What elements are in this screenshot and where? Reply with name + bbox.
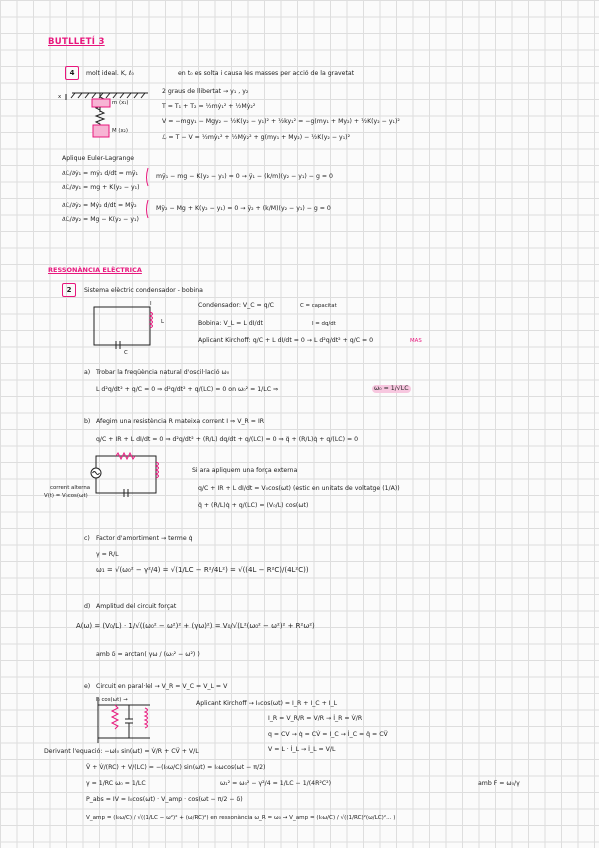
part-a-label: a): [84, 369, 91, 376]
natural-frequency-result: ω₀ = 1/√LC: [374, 385, 409, 392]
eom-1: mÿ₁ − mg − K(y₂ − y₁) = 0 → ÿ₁ − (k/m)(y₂ − y₁) − g = 0: [156, 173, 333, 180]
problem-number-2: 2: [62, 283, 76, 297]
quality-factor: amb F = ω₀/γ: [478, 780, 520, 787]
inductor-current: V = L · İ_L → İ_L = V/L: [268, 746, 336, 753]
lc-circuit: [94, 307, 153, 349]
coil-note: I = dq/dt: [312, 321, 336, 327]
page-title: BUTLLETÍ 3: [48, 37, 105, 47]
mas-label: MAS: [410, 338, 422, 344]
brace-marks: [147, 168, 149, 218]
euler-lagrange-label: Aplique Euler-Lagrange: [62, 155, 135, 162]
damped-frequency: ω₁ = √(ω₀² − γ²/4) = √(1/LC − R²/4L²) = √((4L − R²C)/(4L²C)): [96, 566, 309, 574]
amplitude-eq: A(ω) = (V₀/L) · 1/√((ω₀² − ω²)² + (γω)²) = V₀/√(L²(ω₀² − ω²)² + R²ω²): [76, 622, 315, 630]
capacitor-current: q = CV → q̇ = CV̇ = I_C → İ_C = q̈ = CV̈: [268, 731, 388, 738]
degrees-of-freedom: 2 graus de llibertat → y₁ , y₂: [162, 88, 249, 95]
parallel-current-label: I₀ cos(ωt) →: [96, 697, 128, 703]
capacitor-note: C = capacitat: [300, 303, 337, 309]
absorbed-power: P_abs = IV = I₀cos(ωt) · V_amp · cos(ωt − π/2 − δ): [86, 796, 243, 803]
resistor-current: I_R = V_R/R = V/R → İ_R = V̇/R: [268, 715, 363, 722]
source-label: corrent alterna: [50, 485, 91, 491]
kinetic-energy: T = T₁ + T₂ = ½mẏ₁² + ½Mẏ₂²: [162, 103, 256, 110]
axis-label: x: [58, 94, 62, 100]
capacitor-eq: Condensador: V_C = q/C: [198, 302, 274, 309]
eom-2: Mÿ₂ − Mg + K(y₂ − y₁) = 0 → ÿ₂ + (k/M)(y₂ − y₁) − g = 0: [156, 205, 331, 212]
voltage-amplitude: V_amp = (I₀ω/C) / √((1/LC − ω²)² + (ω/RC)²) en ressonància ω_R = ω₀ → V_amp = (I₀ω/C) / √((1/RC)²(ω/LC)²... ): [86, 815, 396, 821]
el-eq-2: ∂ℒ/∂y₁ = mg + K(y₂ − y₁): [62, 184, 140, 191]
circuit-C-label: C: [124, 350, 128, 356]
parallel-ode: V̈ + V̇/(RC) + V/(LC) = −(I₀ω/C) sin(ωt) = I₀ωcos(ωt − π/2): [86, 764, 266, 771]
mass-M-label: M (x₂): [112, 128, 128, 134]
part-c-label: c): [84, 535, 90, 542]
circuit-I-label: I: [150, 301, 152, 307]
problem-number-4: 4: [65, 66, 79, 80]
section-title: RESSONÀNCIA ELÈCTRICA: [48, 266, 142, 274]
part-b-eq: q/C + IR + L dI/dt = 0 ⇒ d²q/dt² + (R/L) dq/dt + q/(LC) = 0 ⇒ q̈ + (R/L)q̇ + q/(LC) = 0: [96, 436, 359, 443]
part-b-label: b): [84, 418, 91, 425]
mass-spring-diagram: [66, 93, 148, 137]
el-eq-4: ∂ℒ/∂y₂ = Mg − K(y₂ − y₁): [62, 216, 139, 223]
circuit-L-label: L: [161, 319, 165, 325]
part-e-label: e): [84, 683, 91, 690]
problem4-intro-right: en t₀ es solta i causa les masses per acció de la gravetat: [178, 70, 355, 77]
part-d-text: Amplitud del circuit forçat: [96, 603, 177, 610]
lagrangian: ℒ = T − V = ½mẏ₁² + ½Mẏ₂² + g(my₁ + My₂) − ½K(y₂ − y₁)²: [162, 134, 351, 141]
potential-energy: V = −mgy₁ − Mgy₂ − ½K(y₂ − y₁)² + ½ky₁² = −g(my₁ + My₂) + ½K(y₂ − y₁)²: [162, 118, 400, 125]
derivative-eq: Derivant l'equació: −ωI₀ sin(ωt) = V̇/R + CV̈ + V/L: [44, 748, 199, 755]
parallel-omega1: ω₁² = ω₀² − γ²/4 = 1/LC − 1/(4R²C²): [220, 780, 332, 787]
parallel-kirchoff: Aplicant Kirchoff → I₀cos(ωt) = I_R + I_C + I_L: [196, 700, 338, 707]
external-force-text: Si ara apliquem una força externa: [192, 467, 298, 474]
parallel-params: γ = 1/RC ω₀ = 1/LC: [86, 780, 146, 787]
mass-m-label: m (x₁): [112, 100, 129, 106]
el-eq-3: ∂ℒ/∂ẏ₂ = Mẏ₂ d/dt = Mÿ₂: [62, 202, 137, 209]
source-voltage: V(t) = V₀cos(ωt): [44, 493, 88, 499]
part-a-eq: L d²q/dt² + q/C = 0 ⇒ d²q/dt² + q/(LC) = 0 on ω₀² = 1/LC ⇒: [96, 386, 279, 393]
problem4-intro: molt ideal. K, ℓ₀: [86, 70, 134, 77]
rlc-circuit: [91, 453, 159, 497]
el-eq-1: ∂ℒ/∂ẏ₁ = mẏ₁ d/dt = mÿ₁: [62, 170, 138, 177]
part-e-text: Circuit en paral·lel → V_R = V_C = V_L = V: [96, 683, 228, 690]
part-b-text: Afegim una resistència R mateixa corrent I ⇒ V_R = IR: [96, 418, 265, 425]
forced-eq-1: q/C + IR + L dI/dt = V₀cos(ωt) (estic en unitats de voltatge (1/A)): [198, 485, 400, 492]
part-c-text: Factor d'amortiment → terme q̇: [96, 535, 193, 542]
part-d-label: d): [84, 603, 91, 610]
gamma-def: γ = R/L: [96, 551, 119, 558]
part-a-text: Trobar la freqüència natural d'oscil·lació ω₀: [96, 369, 230, 376]
kirchoff-eq: Aplicant Kirchoff: q/C + L dI/dt = 0 → L d²q/dt² + q/C = 0: [198, 337, 374, 344]
forced-eq-2: q̈ + (R/L)q̇ + q/(LC) = (V₀/L) cos(ωt): [198, 502, 309, 509]
problem2-intro: Sistema elèctric condensador - bobina: [84, 287, 203, 294]
phase-eq: amb δ = arctan( γω / (ω₀² − ω²) ): [96, 651, 200, 658]
coil-eq: Bobina: V_L = L dI/dt: [198, 320, 263, 327]
